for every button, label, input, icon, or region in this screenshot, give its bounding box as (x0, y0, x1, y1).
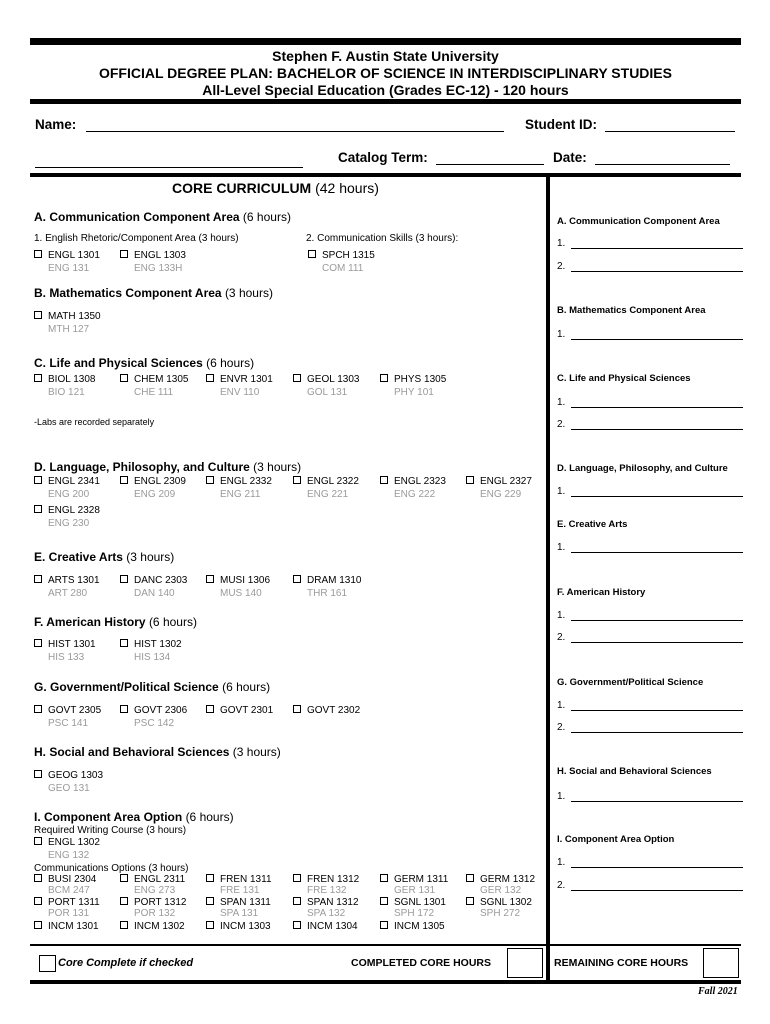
course-sgnl-1301[interactable]: SGNL 1301 SPH 172 (380, 897, 446, 919)
course-geog-1303[interactable]: GEOG 1303 GEO 131 (34, 770, 103, 794)
section-a-sub1: 1. English Rhetoric/Component Area (3 hours) (34, 233, 239, 244)
right-f-line-2[interactable]: 2. (557, 632, 743, 643)
course-engl-2323[interactable]: ENGL 2323 ENG 222 (380, 476, 446, 500)
checkbox[interactable] (206, 575, 214, 583)
right-f-heading: F. American History (557, 587, 646, 598)
completed-core-hours-box[interactable] (507, 948, 543, 978)
course-engl-1302[interactable]: ENGL 1302 ENG 132 (34, 837, 100, 861)
frame-top (30, 173, 741, 177)
right-d-heading: D. Language, Philosophy, and Culture (557, 463, 728, 474)
checkbox[interactable] (34, 374, 42, 382)
frame-divider (546, 173, 550, 983)
name-label: Name: (35, 117, 77, 132)
checkbox[interactable] (34, 874, 42, 882)
program-title: All-Level Special Education (Grades EC-12) - 120 hours (202, 82, 569, 98)
checkbox[interactable] (293, 374, 301, 382)
course-germ-1312[interactable]: GERM 1312 GER 132 (466, 874, 535, 896)
checkbox[interactable] (206, 705, 214, 713)
header-rule (30, 99, 741, 104)
labs-note: -Labs are recorded separately (34, 417, 155, 427)
right-a-line-1[interactable]: 1. (557, 238, 743, 249)
right-b-heading: B. Mathematics Component Area (557, 305, 706, 316)
communications-options-label: Communications Options (3 hours) (34, 863, 189, 874)
section-a-title: A. Communication Component Area (6 hours) (34, 210, 291, 224)
student-id-line[interactable] (605, 118, 735, 132)
section-d-title: D. Language, Philosophy, and Culture (3 hours) (34, 460, 302, 474)
course-fren-1312[interactable]: FREN 1312 FRE 132 (293, 874, 359, 896)
course-dram-1310[interactable]: DRAM 1310 THR 161 (293, 575, 361, 599)
section-c-title: C. Life and Physical Sciences (6 hours) (34, 356, 255, 370)
section-f-title: F. American History (6 hours) (34, 615, 197, 629)
name-line[interactable] (86, 118, 504, 132)
checkbox[interactable] (380, 374, 388, 382)
checkbox[interactable] (380, 921, 388, 929)
checkbox[interactable] (293, 476, 301, 484)
course-incm-1305[interactable]: INCM 1305 (380, 921, 445, 932)
course-phys-1305[interactable]: PHYS 1305 PHY 101 (380, 374, 446, 398)
date-field[interactable] (553, 150, 730, 165)
edition-label: Fall 2021 (698, 986, 738, 997)
checkbox[interactable] (293, 874, 301, 882)
checkbox[interactable] (206, 374, 214, 382)
checkbox[interactable] (34, 770, 42, 778)
course-engl-2309[interactable]: ENGL 2309 ENG 209 (120, 476, 186, 500)
course-arts-1301[interactable]: ARTS 1301 ART 280 (34, 575, 100, 599)
course-math-1350[interactable]: MATH 1350 MTH 127 (34, 311, 101, 335)
top-rule (30, 38, 741, 45)
course-spch-1315[interactable]: SPCH 1315 COM 111 (308, 250, 375, 274)
right-a-heading: A. Communication Component Area (557, 216, 720, 227)
checkbox[interactable] (380, 874, 388, 882)
student-id-field[interactable] (525, 117, 735, 132)
left-bottom-rule (30, 944, 546, 946)
course-engl-2328[interactable]: ENGL 2328 ENG 230 (34, 505, 100, 529)
course-biol-1308[interactable]: BIOL 1308 BIO 121 (34, 374, 95, 398)
checkbox[interactable] (120, 639, 128, 647)
course-danc-2303[interactable]: DANC 2303 DAN 140 (120, 575, 187, 599)
right-i-line-2[interactable]: 2. (557, 880, 743, 891)
completed-core-hours-label: COMPLETED CORE HOURS (351, 957, 492, 969)
right-i-heading: I. Component Area Option (557, 834, 675, 845)
checkbox[interactable] (120, 374, 128, 382)
checkbox[interactable] (206, 476, 214, 484)
right-b-line-1[interactable]: 1. (557, 329, 743, 340)
checkbox[interactable] (34, 476, 42, 484)
checkbox[interactable] (120, 705, 128, 713)
core-complete-label: Core Complete if checked (58, 957, 194, 969)
checkbox[interactable] (120, 921, 128, 929)
right-i-line-1[interactable]: 1. (557, 857, 743, 868)
date-line[interactable] (595, 151, 730, 165)
checkbox[interactable] (34, 505, 42, 513)
right-c-line-2[interactable]: 2. (557, 419, 743, 430)
course-govt-2305[interactable]: GOVT 2305 PSC 141 (34, 705, 101, 729)
right-d-line-1[interactable]: 1. (557, 486, 743, 497)
student-id-label: Student ID: (525, 117, 597, 132)
course-incm-1303[interactable]: INCM 1303 (206, 921, 271, 932)
checkbox[interactable] (308, 250, 316, 258)
right-g-heading: G. Government/Political Science (557, 677, 704, 688)
course-envr-1301[interactable]: ENVR 1301 ENV 110 (206, 374, 273, 398)
right-h-heading: H. Social and Behavioral Sciences (557, 766, 712, 777)
catalog-term-line[interactable] (436, 151, 544, 165)
section-h-title: H. Social and Behavioral Sciences (3 hours) (34, 745, 281, 759)
right-c-heading: C. Life and Physical Sciences (557, 373, 691, 384)
course-hist-1301[interactable]: HIST 1301 HIS 133 (34, 639, 96, 663)
course-geol-1303[interactable]: GEOL 1303 GOL 131 (293, 374, 359, 398)
course-engl-1303[interactable]: ENGL 1303 ENG 133H (120, 250, 186, 274)
checkbox[interactable] (380, 897, 388, 905)
checkbox[interactable] (34, 575, 42, 583)
course-musi-1306[interactable]: MUSI 1306 MUS 140 (206, 575, 270, 599)
section-b-title: B. Mathematics Component Area (3 hours) (34, 286, 273, 300)
right-a-line-2[interactable]: 2. (557, 261, 743, 272)
checkbox[interactable] (34, 837, 42, 845)
course-germ-1311[interactable]: GERM 1311 GER 131 (380, 874, 448, 896)
course-incm-1302[interactable]: INCM 1302 (120, 921, 185, 932)
checkbox[interactable] (34, 639, 42, 647)
course-incm-1304[interactable]: INCM 1304 (293, 921, 358, 932)
remaining-core-hours-box[interactable] (703, 948, 739, 978)
checkbox[interactable] (206, 897, 214, 905)
course-incm-1301[interactable]: INCM 1301 (34, 921, 99, 932)
checkbox[interactable] (293, 921, 301, 929)
checkbox[interactable] (380, 476, 388, 484)
section-e-title: E. Creative Arts (3 hours) (34, 550, 175, 564)
right-f-line-1[interactable]: 1. (557, 610, 743, 621)
checkbox[interactable] (120, 575, 128, 583)
right-g-line-1[interactable]: 1. (557, 700, 743, 711)
course-sgnl-1302[interactable]: SGNL 1302 SPH 272 (466, 897, 532, 919)
course-port-1311[interactable]: PORT 1311 POR 131 (34, 897, 100, 919)
checkbox[interactable] (206, 874, 214, 882)
checkbox[interactable] (34, 250, 42, 258)
frame-bottom (30, 980, 741, 984)
remaining-core-hours-label: REMAINING CORE HOURS (554, 957, 689, 969)
right-g-line-2[interactable]: 2. (557, 722, 743, 733)
checkbox[interactable] (293, 897, 301, 905)
course-engl-2341[interactable]: ENGL 2341 ENG 200 (34, 476, 100, 500)
catalog-term-label: Catalog Term: (338, 150, 428, 165)
course-engl-2322[interactable]: ENGL 2322 ENG 221 (293, 476, 359, 500)
checkbox[interactable] (293, 705, 301, 713)
checkbox[interactable] (34, 921, 42, 929)
course-fren-1311[interactable]: FREN 1311 FRE 131 (206, 874, 272, 896)
core-complete-checkbox[interactable] (39, 955, 56, 972)
course-engl-2311[interactable]: ENGL 2311 ENG 273 (120, 874, 185, 896)
name-field[interactable] (35, 117, 504, 132)
checkbox[interactable] (120, 476, 128, 484)
blank-line[interactable] (35, 150, 303, 168)
section-i-title: I. Component Area Option (6 hours) (34, 810, 234, 824)
date-label: Date: (553, 150, 587, 165)
checkbox[interactable] (34, 311, 42, 319)
checkbox[interactable] (34, 705, 42, 713)
checkbox[interactable] (466, 476, 474, 484)
catalog-term-field[interactable] (338, 150, 544, 165)
checkbox[interactable] (466, 874, 474, 882)
right-c-line-1[interactable]: 1. (557, 397, 743, 408)
course-govt-2306[interactable]: GOVT 2306 PSC 142 (120, 705, 187, 729)
course-hist-1302[interactable]: HIST 1302 HIS 134 (120, 639, 182, 663)
course-span-1311[interactable]: SPAN 1311 SPA 131 (206, 897, 271, 919)
right-bottom-rule (550, 944, 741, 946)
required-writing-label: Required Writing Course (3 hours) (34, 825, 187, 836)
course-span-1312[interactable]: SPAN 1312 SPA 132 (293, 897, 359, 919)
right-e-line-1[interactable]: 1. (557, 542, 743, 553)
course-engl-2332[interactable]: ENGL 2332 ENG 211 (206, 476, 272, 500)
course-govt-2302[interactable]: GOVT 2302 (293, 705, 360, 716)
checkbox[interactable] (34, 897, 42, 905)
university-title: Stephen F. Austin State University (272, 48, 499, 64)
right-h-line-1[interactable]: 1. (557, 791, 743, 802)
course-busi-2304[interactable]: BUSI 2304 BCM 247 (34, 874, 96, 896)
core-curriculum-title: CORE CURRICULUM (42 hours) (172, 180, 379, 196)
checkbox[interactable] (120, 897, 128, 905)
checkbox[interactable] (120, 250, 128, 258)
checkbox[interactable] (293, 575, 301, 583)
checkbox[interactable] (466, 897, 474, 905)
course-govt-2301[interactable]: GOVT 2301 (206, 705, 273, 716)
checkbox[interactable] (206, 921, 214, 929)
course-port-1312[interactable]: PORT 1312 POR 132 (120, 897, 186, 919)
course-chem-1305[interactable]: CHEM 1305 CHE 111 (120, 374, 188, 398)
right-e-heading: E. Creative Arts (557, 519, 628, 530)
section-a-sub2: 2. Communication Skills (3 hours): (306, 233, 459, 244)
plan-title: OFFICIAL DEGREE PLAN: BACHELOR OF SCIENCE IN INTERDISCIPLINARY STUDIES (98, 65, 672, 81)
section-g-title: G. Government/Political Science (6 hours) (34, 680, 271, 694)
course-engl-1301[interactable]: ENGL 1301 ENG 131 (34, 250, 100, 274)
course-engl-2327[interactable]: ENGL 2327 ENG 229 (466, 476, 532, 500)
checkbox[interactable] (120, 874, 128, 882)
